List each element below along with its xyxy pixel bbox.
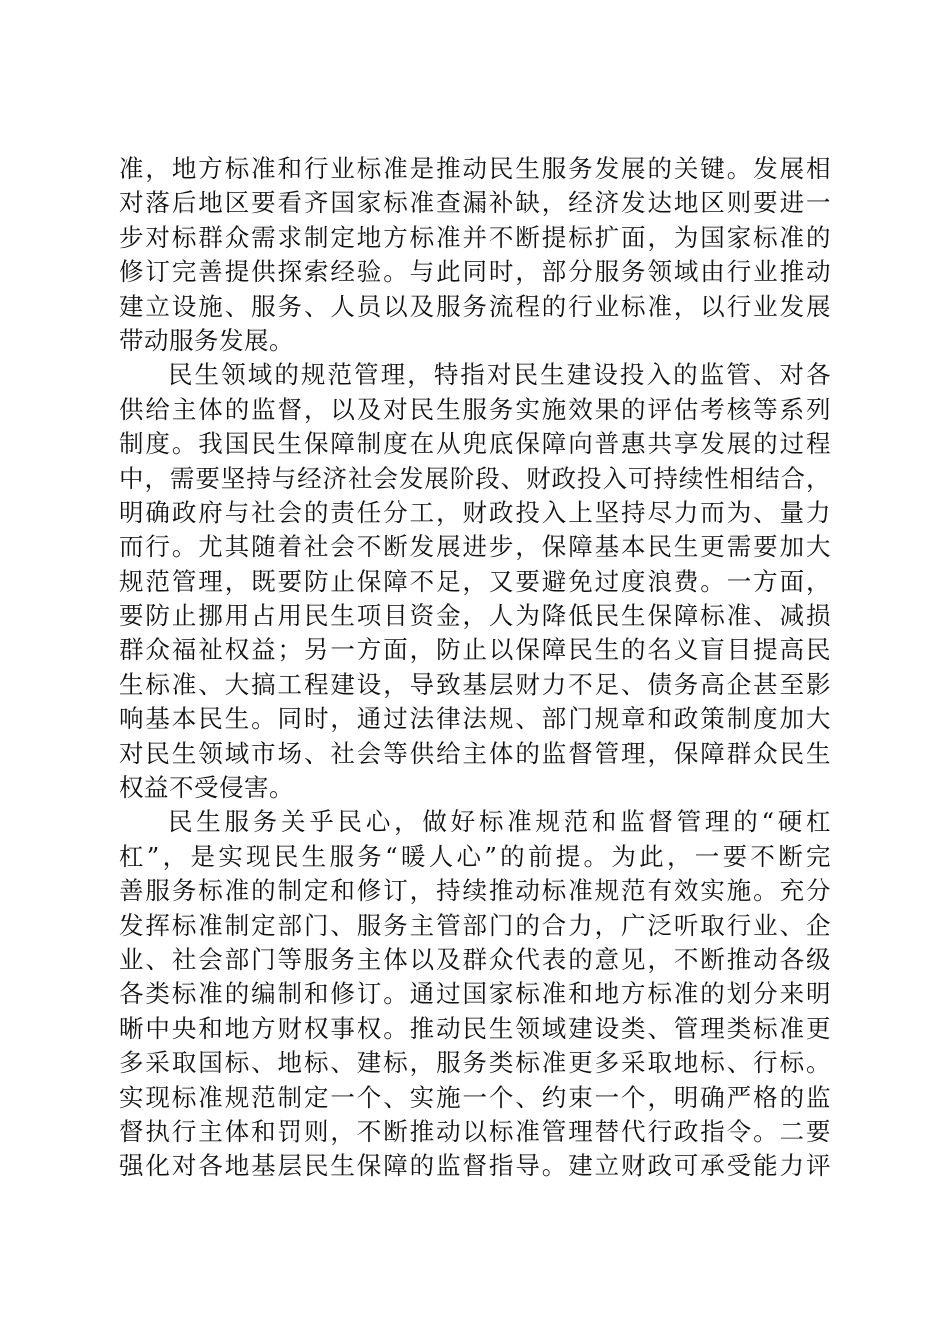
text-line: 晰中央和地方财权事权。推动民生领域建设类、管理类标准更	[119, 1013, 831, 1043]
text-line: 对落后地区要看齐国家标准查漏补缺，经济发达地区则要进一	[119, 188, 831, 218]
text-line: 明确政府与社会的责任分工，财政投入上坚持尽力而为、量力	[119, 497, 831, 527]
text-line: 步对标群众需求制定地方标准并不断提标扩面，为国家标准的	[119, 222, 831, 252]
text-line: 善服务标准的制定和修订，持续推动标准规范有效实施。充分	[119, 876, 831, 906]
text-line: 而行。尤其随着社会不断发展进步，保障基本民生更需要加大	[119, 532, 831, 562]
text-line: 权益不受侵害。	[119, 773, 294, 803]
text-line: 群众福祉权益；另一方面，防止以保障民生的名义盲目提高民	[119, 635, 831, 665]
text-line: 督执行主体和罚则，不断推动以标准管理替代行政指令。二要	[119, 1116, 831, 1146]
text-line: 对民生领域市场、社会等供给主体的监督管理，保障群众民生	[119, 738, 831, 768]
text-line: 准，地方标准和行业标准是推动民生服务发展的关键。发展相	[119, 154, 831, 183]
text-line: 业、社会部门等服务主体以及群众代表的意见，不断推动各级	[119, 944, 831, 974]
text-line: 生标准、大搞工程建设，导致基层财力不足、债务高企甚至影	[119, 669, 831, 699]
paragraph-first-line: 民生服务关乎民心，做好标准规范和监督管理的“硬杠	[168, 807, 831, 837]
text-line: 杠”，是实现民生服务“暖人心”的前提。为此，一要不断完	[119, 841, 831, 871]
text-line: 强化对各地基层民生保障的监督指导。建立财政可承受能力评	[119, 1151, 831, 1181]
text-line: 规范管理，既要防止保障不足，又要避免过度浪费。一方面，	[119, 566, 831, 596]
paragraph-first-line: 民生领域的规范管理，特指对民生建设投入的监管、对各	[168, 360, 831, 390]
text-line: 建立设施、服务、人员以及服务流程的行业标准，以行业发展	[119, 291, 831, 321]
text-line: 响基本民生。同时，通过法律法规、部门规章和政策制度加大	[119, 704, 831, 734]
text-line: 实现标准规范制定一个、实施一个、约束一个，明确严格的监	[119, 1082, 831, 1112]
text-line: 制度。我国民生保障制度在从兜底保障向普惠共享发展的过程	[119, 429, 831, 459]
text-line: 带动服务发展。	[119, 325, 294, 355]
document-body-text	[119, 152, 831, 1184]
text-line: 各类标准的编制和修订。通过国家标准和地方标准的划分来明	[119, 979, 831, 1009]
text-line: 发挥标准制定部门、服务主管部门的合力，广泛听取行业、企	[119, 910, 831, 940]
text-line: 要防止挪用占用民生项目资金，人为降低民生保障标准、减损	[119, 601, 831, 631]
text-line: 供给主体的监督，以及对民生服务实施效果的评估考核等系列	[119, 394, 831, 424]
text-line: 多采取国标、地标、建标，服务类标准更多采取地标、行标。	[119, 1048, 831, 1078]
text-line: 中，需要坚持与经济社会发展阶段、财政投入可持续性相结合，	[119, 463, 831, 493]
text-line: 修订完善提供探索经验。与此同时，部分服务领域由行业推动	[119, 257, 831, 287]
